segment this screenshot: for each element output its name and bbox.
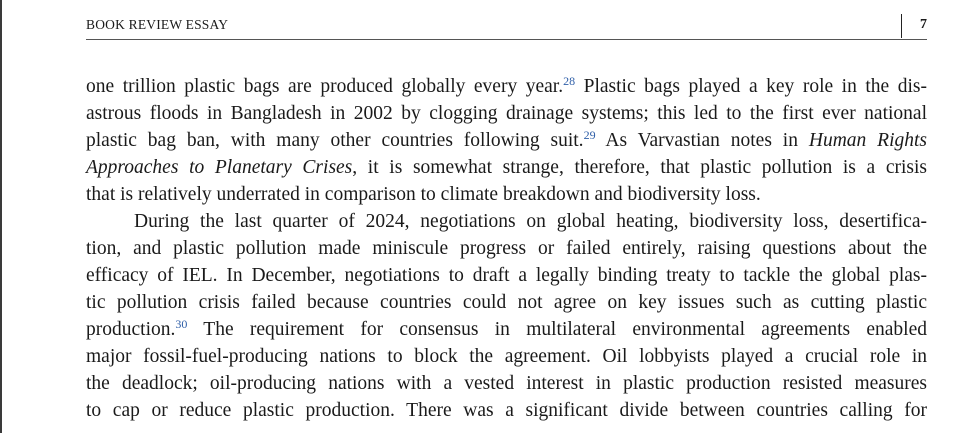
text-line: that is relatively underrated in comparison to climate breakdown and biodiversity loss. xyxy=(86,184,761,205)
body-text xyxy=(86,73,927,424)
text-run: one trillion plastic bags are produced globally every year. xyxy=(86,76,564,97)
text-line xyxy=(86,316,927,343)
footnote-ref-29[interactable]: 29 xyxy=(583,128,596,142)
running-head xyxy=(86,17,927,41)
text-line: major fossil-fuel-producing nations to block the agreement. Oil lobbyists played a crucial role in xyxy=(86,346,927,367)
book-title-italic: Human Rights xyxy=(808,130,927,151)
footnote-ref-28[interactable]: 28 xyxy=(563,74,576,88)
footnote-ref-30[interactable]: 30 xyxy=(175,317,188,331)
text-line: efficacy of IEL. In December, negotiations to draft a legally binding treaty to tackle the global plas- xyxy=(86,265,927,286)
text-line: During the last quarter of 2024, negotiations on global heating, biodiversity loss, desertifica- xyxy=(134,211,927,232)
text-line: tion, and plastic pollution made miniscule progress or failed entirely, raising questions about the xyxy=(86,238,927,259)
text-line: the deadlock; oil-producing nations with a vested interest in plastic production resisted measures xyxy=(86,373,927,394)
text-run: production. xyxy=(86,319,176,340)
text-run: , it is somewhat strange, therefore, that plastic pollution is a crisis xyxy=(352,157,927,178)
book-title-italic: Approaches to Planetary Crises xyxy=(86,157,353,178)
paragraph-2 xyxy=(86,208,927,424)
text-line: to cap or reduce plastic production. There was a significant divide between countries calling for xyxy=(86,400,927,421)
text-run: As Varvastian notes in xyxy=(595,130,809,151)
running-title: BOOK REVIEW ESSAY xyxy=(86,17,229,32)
paragraph-1 xyxy=(86,73,927,208)
page-number: 7 xyxy=(920,17,927,32)
page-edge-rule xyxy=(0,0,2,433)
text-line: astrous floods in Bangladesh in 2002 by clogging drainage systems; this led to the first ever national xyxy=(86,103,927,124)
text-run: Plastic bags played a key role in the dis- xyxy=(575,76,927,97)
folio-divider xyxy=(901,14,902,38)
text-line xyxy=(86,154,927,181)
text-run: plastic bag ban, with many other countries following suit. xyxy=(86,130,584,151)
header-rule xyxy=(86,39,927,40)
text-line xyxy=(86,73,927,100)
text-line: tic pollution crisis failed because countries could not agree on key issues such as cutting plastic xyxy=(86,292,927,313)
text-line xyxy=(86,127,927,154)
text-run: The requirement for consensus in multilateral environmental agreements enabled xyxy=(187,319,927,340)
